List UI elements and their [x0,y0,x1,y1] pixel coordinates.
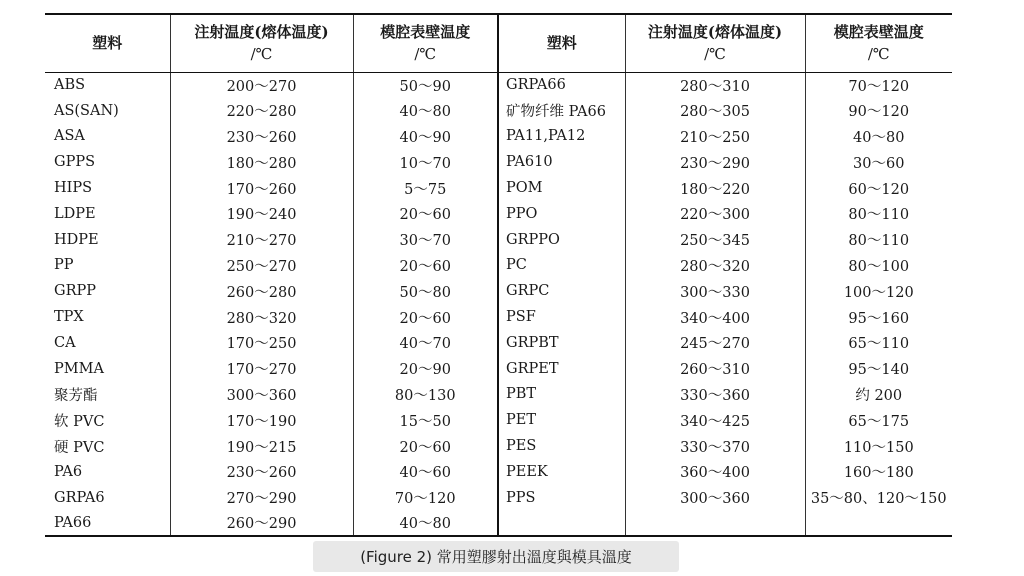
right-melt-cell: 180～220 [625,175,805,201]
right-melt-cell: 340～425 [625,407,805,433]
right-name-cell [498,511,625,537]
left-mold-cell: 20～60 [353,304,498,330]
table-row [45,304,952,330]
left-mold-cell: 80～130 [353,382,498,408]
left-name-cell: PMMA [54,360,104,377]
right-mold-cell: 110～150 [805,433,952,459]
right-melt-cell: 330～370 [625,433,805,459]
table-row [45,485,952,511]
left-melt-cell: 260～290 [170,511,353,537]
right-name-cell: PEEK [498,459,625,485]
header-mold-temp-left [353,14,498,72]
right-name-cell: PC [498,253,625,279]
left-name-cell: 软 PVC [54,413,105,430]
header-melt-temp-label: 注射温度(熔体温度) [194,23,329,42]
left-mold-cell: 5～75 [353,175,498,201]
right-mold-cell: 70～120 [805,72,952,98]
right-mold-cell: 35～80、120～150 [805,485,952,511]
right-name-cell: PA11,PA12 [498,124,625,150]
left-melt-cell: 270～290 [170,485,353,511]
header-melt-temp-unit: /℃ [250,45,273,64]
right-name-cell: PBT [498,382,625,408]
right-melt-cell: 280～305 [625,98,805,124]
right-melt-cell: 330～360 [625,382,805,408]
right-name-cell: PPS [498,485,625,511]
left-melt-cell: 200～270 [170,72,353,98]
table-row [45,459,952,485]
left-name-cell: GRPP [54,283,97,300]
left-name-cell: AS(SAN) [54,102,119,119]
table-row [45,175,952,201]
right-melt-cell [625,511,805,537]
right-name-cell: GRPBT [498,330,625,356]
right-name-cell: PET [498,407,625,433]
left-name-cell: 聚芳酯 [54,387,98,404]
header-melt-temp-label: 注射温度(熔体温度) [647,23,783,42]
right-melt-cell: 340～400 [625,304,805,330]
header-plastic-right: 塑料 [498,14,625,72]
left-melt-cell: 280～320 [170,304,353,330]
right-mold-cell: 约 200 [805,382,952,408]
right-melt-cell: 300～360 [625,485,805,511]
right-melt-cell: 230～290 [625,149,805,175]
left-melt-cell: 170～270 [170,356,353,382]
right-name-cell: GRPPO [498,227,625,253]
right-mold-cell: 40～80 [805,124,952,150]
left-mold-cell: 50～80 [353,278,498,304]
left-melt-cell: 220～280 [170,98,353,124]
table-row [45,253,952,279]
right-melt-cell: 210～250 [625,124,805,150]
right-melt-cell: 260～310 [625,356,805,382]
left-mold-cell: 20～60 [353,201,498,227]
left-name-cell: PP [54,257,74,274]
left-name-cell: LDPE [54,205,96,222]
right-name-cell: GRPA66 [498,72,625,98]
left-mold-cell: 30～70 [353,227,498,253]
right-melt-cell: 220～300 [625,201,805,227]
right-name-cell: GRPC [498,278,625,304]
header-mold-temp-unit: /℃ [867,45,890,64]
left-name-cell: PA66 [54,514,92,531]
header-mold-temp-right [805,14,952,72]
left-name-cell: ABS [54,77,86,94]
table-row [45,124,952,150]
header-melt-temp-unit: /℃ [704,45,726,64]
right-melt-cell: 250～345 [625,227,805,253]
table-row [45,511,952,537]
header-mold-temp-unit: /℃ [414,45,437,64]
table-row [45,149,952,175]
left-name-cell: 硬 PVC [54,439,105,456]
right-name-cell: PA610 [498,149,625,175]
left-name-cell: CA [54,334,76,351]
left-melt-cell: 260～280 [170,278,353,304]
left-melt-cell: 170～250 [170,330,353,356]
table-row [45,278,952,304]
left-mold-cell: 20～60 [353,433,498,459]
right-melt-cell: 360～400 [625,459,805,485]
header-mold-temp-label: 模腔表壁温度 [380,23,471,42]
left-mold-cell: 40～90 [353,124,498,150]
left-melt-cell: 230～260 [170,459,353,485]
header-plastic-left: 塑料 [45,14,170,72]
right-name-cell: PPO [498,201,625,227]
right-mold-cell: 100～120 [805,278,952,304]
left-mold-cell: 40～80 [353,511,498,537]
table-row [45,382,952,408]
right-mold-cell: 95～160 [805,304,952,330]
right-mold-cell: 95～140 [805,356,952,382]
left-melt-cell: 230～260 [170,124,353,150]
left-mold-cell: 20～60 [353,253,498,279]
left-mold-cell: 15～50 [353,407,498,433]
temperature-table [45,13,952,537]
left-melt-cell: 190～240 [170,201,353,227]
left-mold-cell: 20～90 [353,356,498,382]
right-mold-cell: 90～120 [805,98,952,124]
table-row [45,201,952,227]
left-mold-cell: 50～90 [353,72,498,98]
left-melt-cell: 250～270 [170,253,353,279]
left-melt-cell: 210～270 [170,227,353,253]
left-mold-cell: 70～120 [353,485,498,511]
right-melt-cell: 245～270 [625,330,805,356]
left-name-cell: PA6 [54,463,83,480]
left-melt-cell: 180～280 [170,149,353,175]
right-mold-cell: 80～110 [805,227,952,253]
right-name-cell: PSF [498,304,625,330]
header-mold-temp-label: 模腔表壁温度 [833,23,924,42]
header-melt-temp-left [170,14,353,72]
right-mold-cell: 30～60 [805,149,952,175]
table-row [45,407,952,433]
table-header-row [45,14,952,72]
left-melt-cell: 190～215 [170,433,353,459]
left-mold-cell: 40～70 [353,330,498,356]
table-row [45,72,952,98]
left-name-cell: GRPA6 [54,489,105,506]
table-row [45,330,952,356]
left-melt-cell: 170～190 [170,407,353,433]
right-mold-cell: 80～110 [805,201,952,227]
right-name-cell: PES [498,433,625,459]
left-name-cell: ASA [54,128,85,145]
right-name-cell: 矿物纤维 PA66 [498,98,625,124]
left-mold-cell: 40～60 [353,459,498,485]
right-melt-cell: 280～320 [625,253,805,279]
right-mold-cell [805,511,952,537]
left-name-cell: GPPS [54,154,96,171]
right-melt-cell: 300～330 [625,278,805,304]
left-mold-cell: 10～70 [353,149,498,175]
left-melt-cell: 170～260 [170,175,353,201]
right-mold-cell: 80～100 [805,253,952,279]
left-name-cell: TPX [54,309,84,326]
table-row [45,356,952,382]
table-row [45,98,952,124]
table-row [45,227,952,253]
table-row [45,433,952,459]
left-name-cell: HIPS [54,180,93,197]
right-melt-cell: 280～310 [625,72,805,98]
left-mold-cell: 40～80 [353,98,498,124]
left-name-cell: HDPE [54,231,99,248]
right-name-cell: POM [498,175,625,201]
header-melt-temp-right [625,14,805,72]
right-mold-cell: 65～110 [805,330,952,356]
table-body [45,72,952,536]
figure-caption: (Figure 2) 常用塑膠射出溫度與模具溫度 [313,541,679,572]
right-mold-cell: 60～120 [805,175,952,201]
left-melt-cell: 300～360 [170,382,353,408]
right-mold-cell: 65～175 [805,407,952,433]
right-mold-cell: 160～180 [805,459,952,485]
right-name-cell: GRPET [498,356,625,382]
